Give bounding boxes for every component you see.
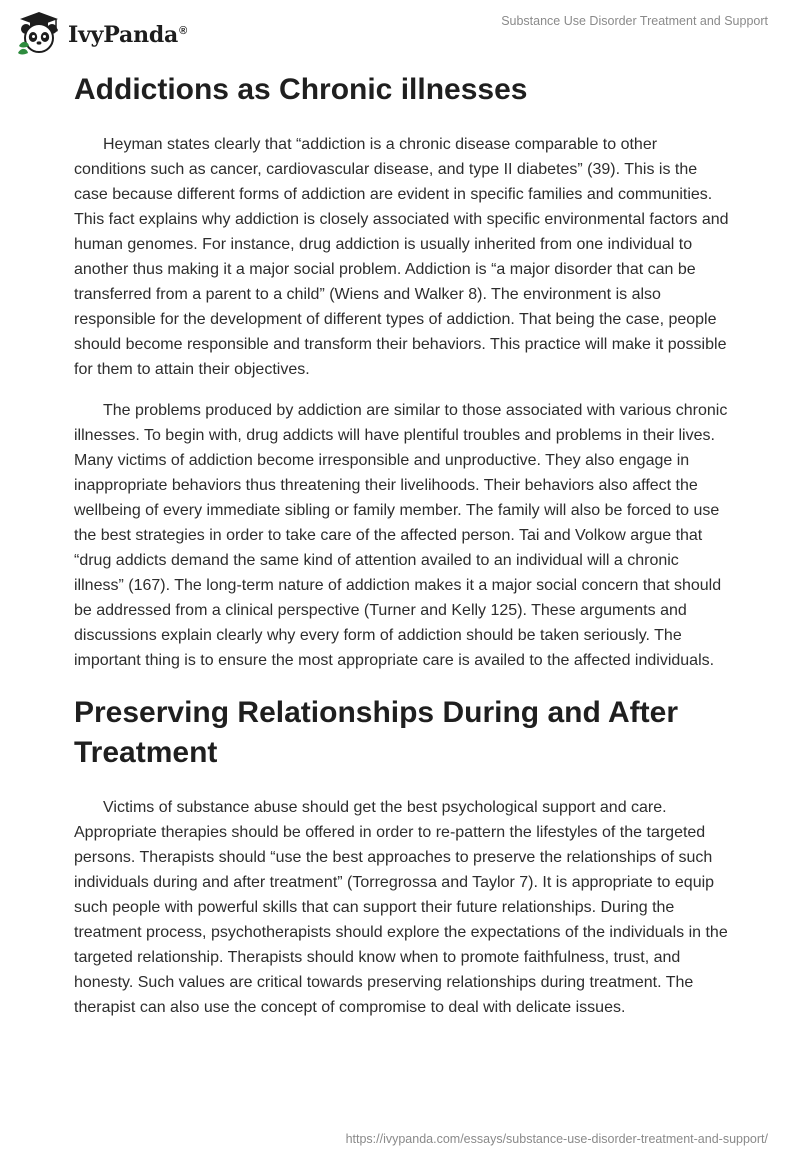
section-heading-chronic-illnesses: Addictions as Chronic illnesses	[74, 73, 528, 106]
section-heading-preserving-relationships: Preserving Relationships During and After Treatment	[74, 696, 678, 769]
essay-content	[74, 70, 730, 1036]
ivypanda-logo[interactable]	[16, 10, 187, 56]
paragraph: Heyman states clearly that “addiction is a chronic disease comparable to other conditions such as cancer, cardiovascular disease, and type II diabetes” (39). This is the case because different forms of addiction are evident in specific families and communities. This fact explains why addiction is closely associated with specific environmental factors and human genomes. For instance, drug addiction is usually inherited from one individual to another thus making it a major social problem. Addiction is “a major disorder that can be transferred from a parent to a child” (Wiens and Walker 8). The environment is also responsible for the development of different types of addiction. That being the case, people should become responsible and transform their behaviors. This practice will make it possible for them to attain their objectives.	[74, 136, 729, 378]
document-title: Substance Use Disorder Treatment and Support	[501, 14, 768, 28]
paragraph: Victims of substance abuse should get the best psychological support and care. Appropriate therapies should be offered in order to re-pattern the lifestyles of the targeted persons. Therapists should “use the best approaches to preserve the relationships of such individuals during and after treatment” (Torregrossa and Taylor 7). It is appropriate to equip such people with powerful skills that can support their future relationships. During the treatment process, psychotherapists should explore the expectations of the individuals in the targeted relationship. Therapists should know when to promote faithfulness, trust, and honesty. Such values are critical towards preserving relationships during treatment. The therapist can also use the concept of compromise to deal with delicate issues.	[74, 799, 728, 1016]
source-url-link[interactable]: https://ivypanda.com/essays/substance-use-disorder-treatment-and-support/	[345, 1132, 768, 1146]
page-header	[0, 0, 800, 64]
panda-graduate-icon	[16, 10, 62, 56]
paragraph: The problems produced by addiction are similar to those associated with various chronic illnesses. To begin with, drug addicts will have plentiful troubles and problems in their lives. Many victims of addiction become irresponsible and unproductive. They also engage in inappropriate behaviors thus threatening their livelihoods. Their behaviors also affect the wellbeing of every immediate sibling or family member. The family will also be forced to use the best strategies in order to take care of the affected person. Tai and Volkow argue that “drug addicts demand the same kind of attention availed to an individual will a chronic illness” (167). The long-term nature of addiction makes it a major social concern that should be addressed from a clinical perspective (Turner and Kelly 125). These arguments and discussions explain clearly why every form of addiction should be taken seriously. The important thing is to ensure the most appropriate care is availed to the affected individuals.	[74, 402, 728, 669]
logo-wordmark: IvyPanda®	[68, 22, 188, 48]
